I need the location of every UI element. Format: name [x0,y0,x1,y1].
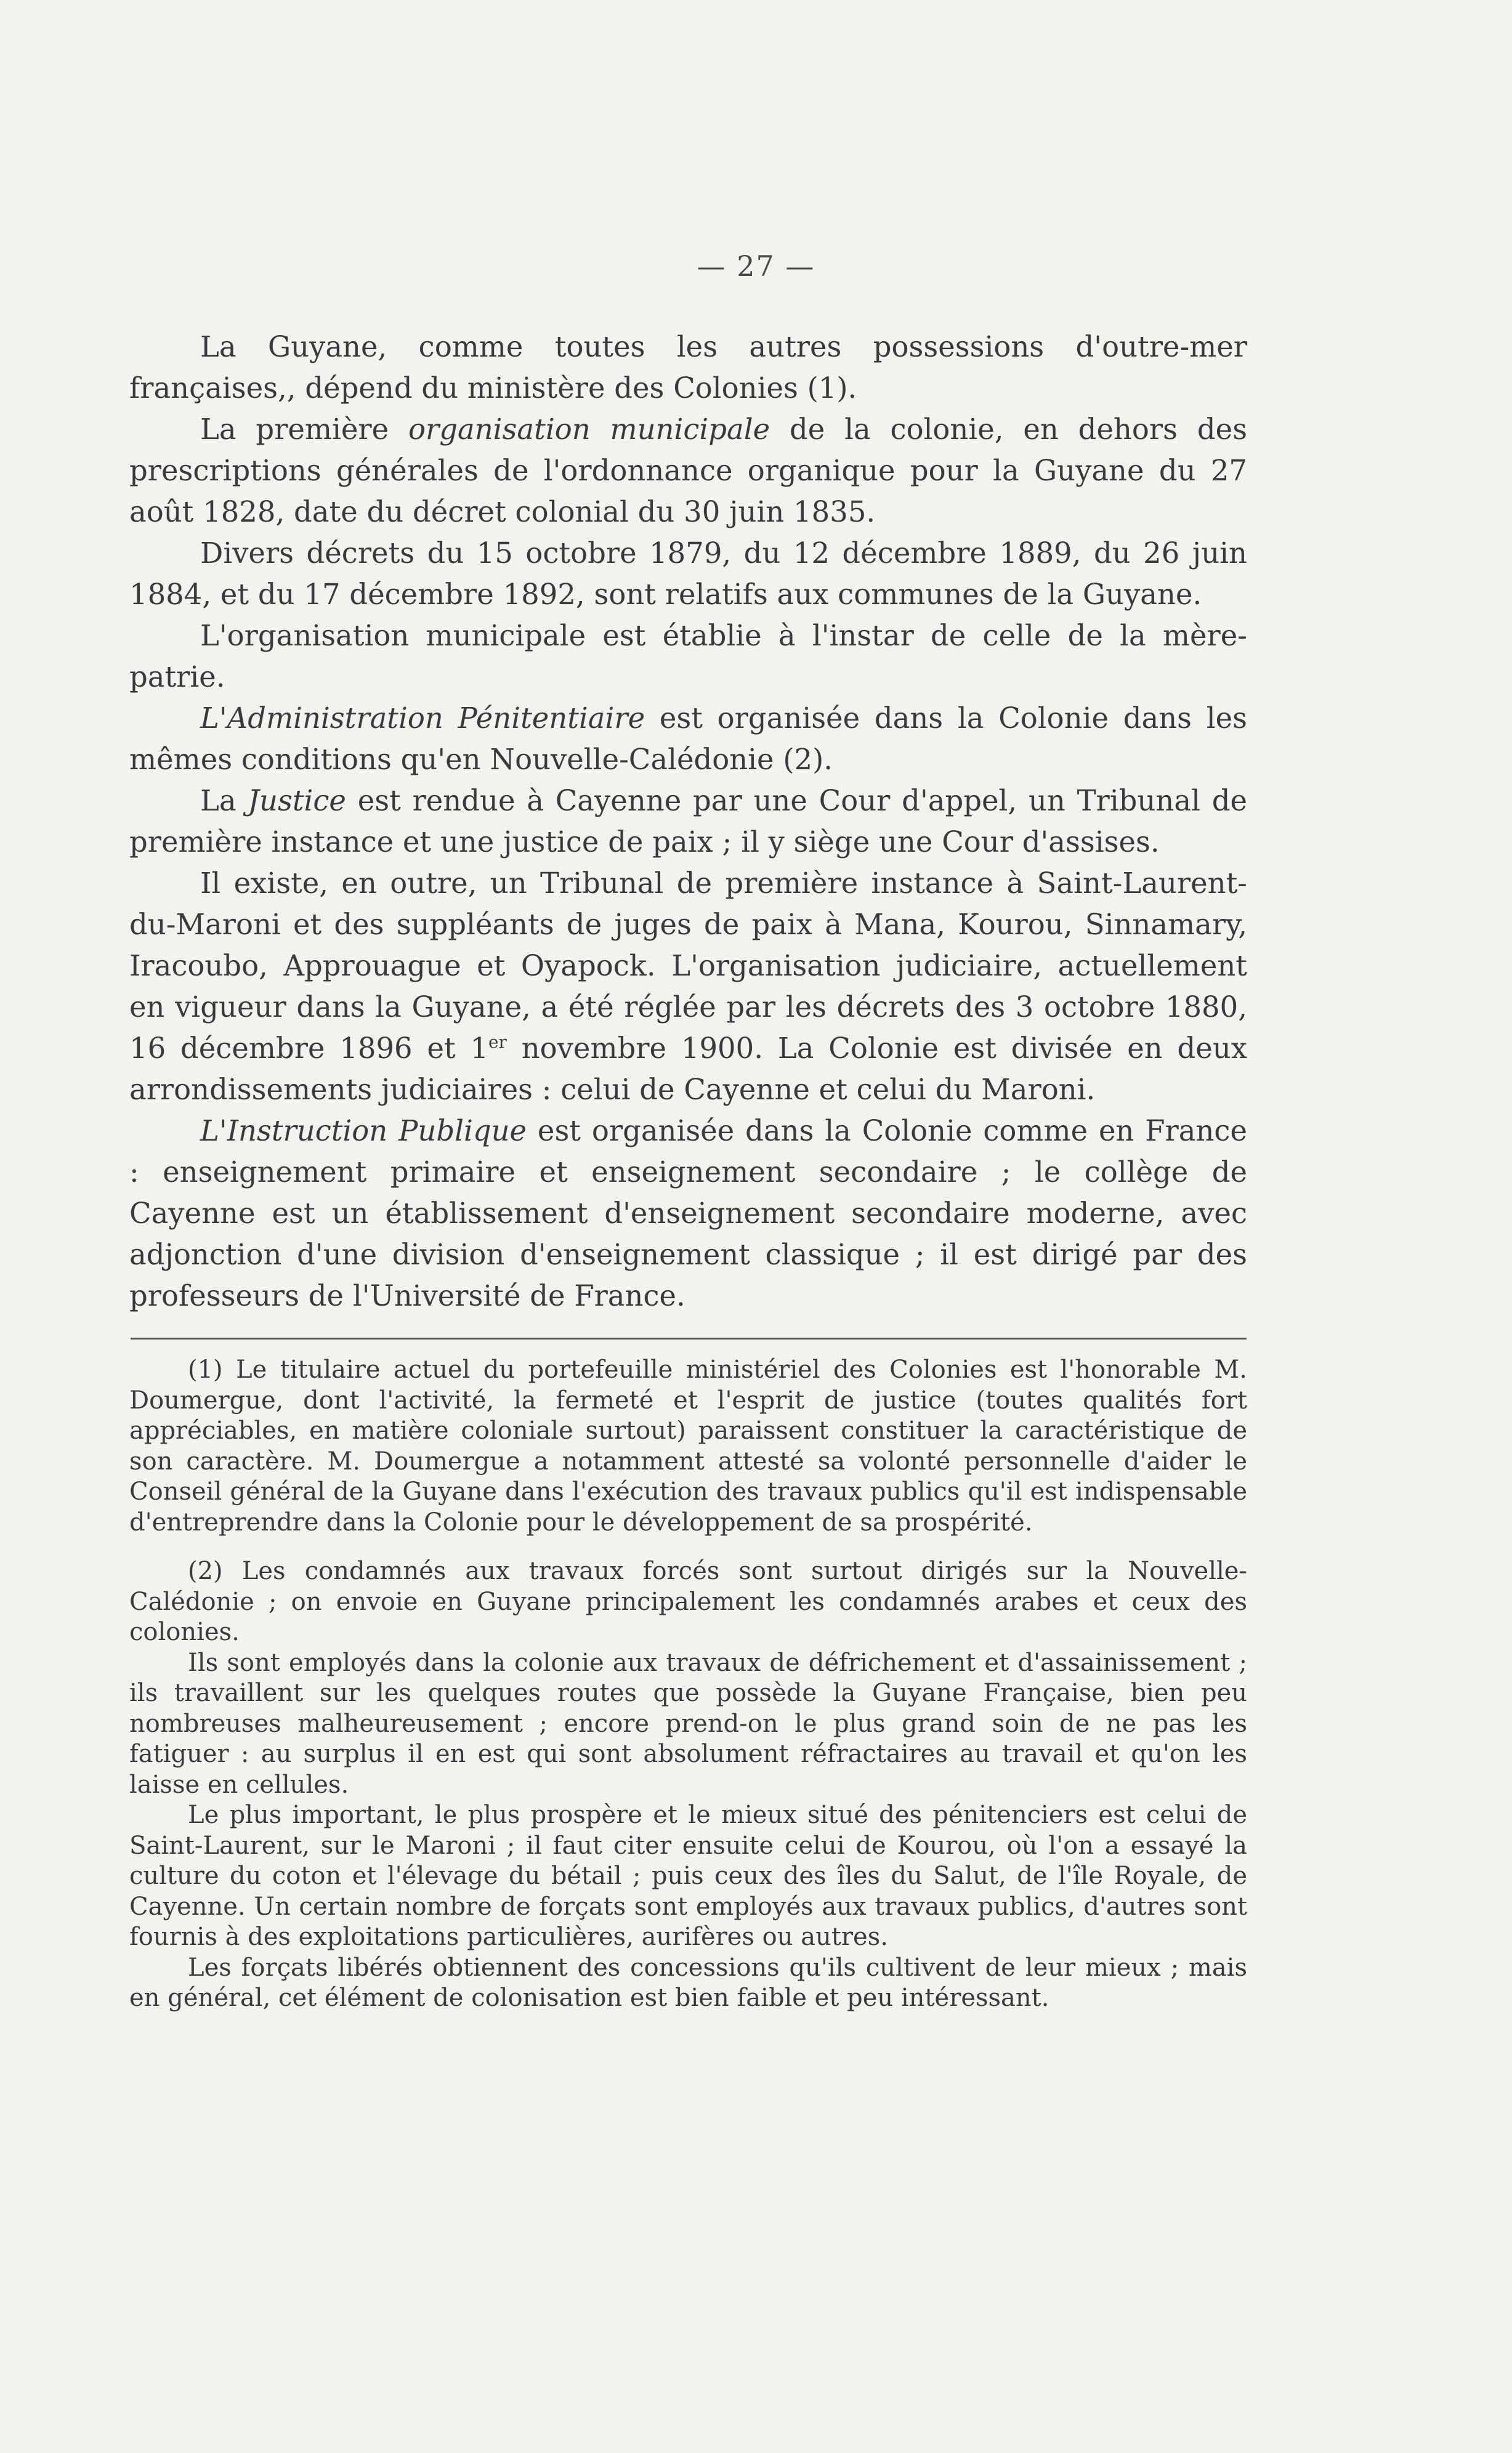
footnote-2-penitentiaries: Le plus important, le plus prospère et le mieux situé des pénitenciers est celui de Saint-Laurent, sur le Maroni ; il faut citer ensuite celui de Kourou, où l'on a essayé la culture du coton et l'élevage du bétail ; puis ceux des îles du Salut, de l'île Royale, de Cayenne. Un certain nombre de forçats sont employés aux travaux publics, d'autres sont fournis à des exploitations particulières, aurifères ou autres. [129,1801,1247,1951]
paragraph-ministry: La Guyane, comme toutes les autres possessions d'outre-mer françaises,, dépend du ministère des Colonies (1). [129,330,1247,405]
paragraph-penitentiary: L'Administration Pénitentiaire est organisée dans la Colonie dans les mêmes conditions qu'en Nouvelle-Calédonie (2). [129,701,1247,776]
emphasis-instruction-publique: L'Instruction Publique [200,1114,527,1147]
emphasis-administration-penitentiaire: L'Administration Pénitentiaire [200,701,645,735]
paragraph-justice: La Justice est rendue à Cayenne par une Cour d'appel, un Tribunal de première instance et une justice de paix ; il y siège une Cour d'assises. [129,784,1247,859]
paragraph-municipal-established: L'organisation municipale est établie à l'instar de celle de la mère-patrie. [129,619,1247,693]
footnotes [129,1355,1247,2014]
footnote-2-continued: Ils sont employés dans la colonie aux travaux de défrichement et d'assainissement ; ils travaillent sur les quelques routes que possède la Guyane Française, bien peu nombreuses malheureusement ; encore prend-on le plus grand soin de ne pas les fatiguer : au surplus il en est qui sont absolument réfractaires au travail et qu'on les laisse en cellules. [129,1648,1247,1799]
footnote-divider [131,1338,1247,1340]
footnote-1: (1) Le titulaire actuel du portefeuille ministériel des Colonies est l'honorable M. Doumergue, dont l'activité, la fermeté et l'esprit de justice (toutes qualités fort appréciables, en matière coloniale surtout) paraissent constituer la caractéristique de son caractère. M. Doumergue a notamment attesté sa volonté personnelle d'aider le Conseil général de la Guyane dans l'exécution des travaux publics qu'il est indispensable d'entreprendre dans la Colonie pour le développement de sa prospérité. [129,1356,1247,1537]
emphasis-organisation-municipale: organisation municipale [408,413,770,446]
paragraph-municipal-organisation: La première organisation municipale de la colonie, en dehors des prescriptions générales de l'ordonnance organique pour la Guyane du 27 août 1828, date du décret colonial du 30 juin 1835. [129,413,1247,528]
footnote-2-liberated: Les forçats libérés obtiennent des concessions qu'ils cultivent de leur mieux ; mais en général, cet élément de colonisation est bien faible et peu intéressant. [129,1953,1247,2012]
page-number: — 27 — [697,249,815,283]
footnote-2: (2) Les condamnés aux travaux forcés sont surtout dirigés sur la Nouvelle-Calédonie ; on envoie en Guyane principalement les condamnés arabes et ceux des colonies. [129,1557,1247,1646]
paragraph-public-instruction: L'Instruction Publique est organisée dans la Colonie comme en France : enseignement primaire et enseignement secondaire ; le collège de Cayenne est un établissement d'enseignement secondaire moderne, avec adjonction d'une division d'enseignement classique ; il est dirigé par des professeurs de l'Université de France. [129,1114,1247,1312]
paragraph-tribunals: Il existe, en outre, un Tribunal de première instance à Saint-Laurent-du-Maroni et des suppléants de juges de paix à Mana, Kourou, Sinnamary, Iracoubo, Approuague et Oyapock. L'organisation judiciaire, actuellement en vigueur dans la Guyane, a été réglée par les décrets des 3 octobre 1880, 16 décembre 1896 et 1er novembre 1900. La Colonie est divisée en deux arrondissements judiciaires : celui de Cayenne et celui du Maroni. [129,867,1247,1106]
paragraph-decrees: Divers décrets du 15 octobre 1879, du 12 décembre 1889, du 26 juin 1884, et du 17 décembre 1892, sont relatifs aux communes de la Guyane. [129,536,1247,611]
main-text [129,326,1247,1317]
emphasis-justice: Justice [248,784,346,817]
